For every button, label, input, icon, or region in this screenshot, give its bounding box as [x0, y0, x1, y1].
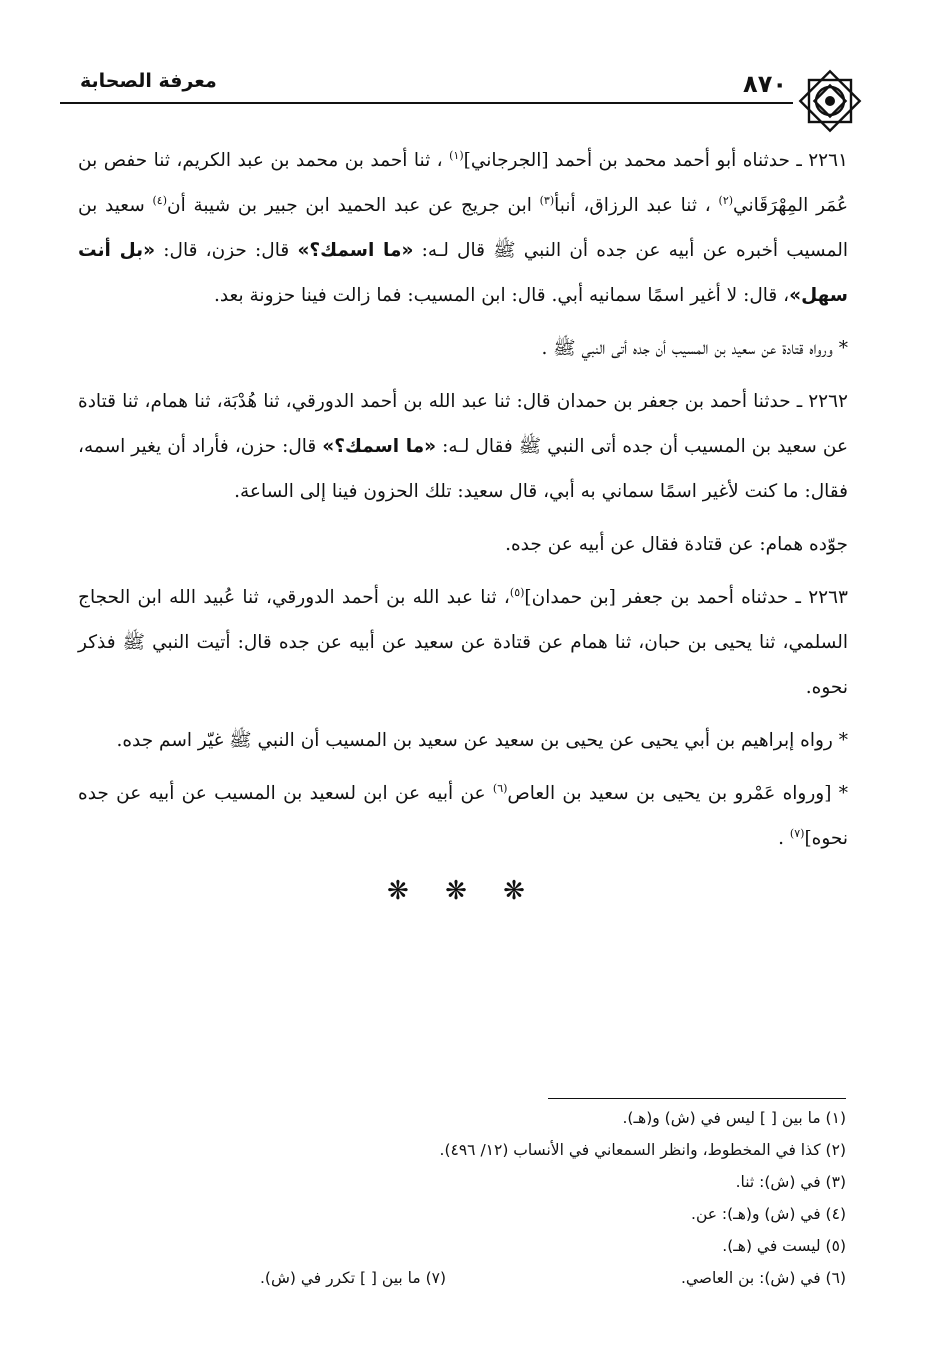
header-rule	[60, 102, 793, 104]
footnote-4: (٤) في (ش) و(هـ): عن.	[691, 1205, 846, 1223]
text-run: ابن جريج عن عبد الحميد ابن جبير بن شيبة أن	[167, 195, 540, 216]
text-run: ٢٢٦٣ ـ حدثناه أحمد بن جعفر [بن حمدان]	[524, 587, 848, 608]
page-header	[60, 60, 855, 134]
text-run: ، ثنا أحمد بن محمد بن عبد الكريم، ثنا حفص بن عُمَر المِهْرَقَاني	[78, 150, 849, 216]
text-run: * [ورواه عَمْرو بن يحيى بن سعيد بن العاص	[507, 783, 848, 804]
text-run: ٢٢٦١ ـ حدثناه أبو أحمد محمد بن أحمد [الجرجاني]	[463, 150, 848, 171]
text-run: ، ثنا عبد الرزاق، أنبأ	[554, 195, 719, 216]
footnote-ref-1: (١)	[449, 148, 464, 162]
bold-quote: «ما اسمك؟»	[322, 436, 437, 457]
footnote-6: (٦) في (ش): بن العاصي.	[680, 1269, 846, 1287]
footnote-5: (٥) ليست في (هـ).	[722, 1237, 846, 1255]
section-separator: ❋ ❋ ❋	[387, 876, 539, 906]
footnote-rule	[548, 1098, 846, 1099]
footnote-ref-6: (٦)	[492, 781, 508, 795]
footnote-7: (٧) ما بين [ ] تكرر في (ش).	[260, 1269, 447, 1287]
text-run: قال: حزن، فأراد أن يغير اسمه، فقال: ما كنت لأغير اسمًا سماني به أبي، قال سعيد: تلك الحزون فينا إلى الساعة.	[78, 436, 848, 502]
footnote-ref-4: (٤)	[152, 193, 167, 207]
jawwadahu-note: جوّده همام: عن قتادة فقال عن أبيه عن جده.	[505, 534, 848, 555]
riwaya-note-bracketed	[78, 771, 848, 861]
main-text	[78, 138, 848, 914]
riwaya-note: * رواه إبراهيم بن أبي يحيى عن يحيى بن سعيد عن سعيد بن المسيب أن النبي ﷺ غيّر اسم جده.	[116, 730, 848, 751]
footnote-ref-5: (٥)	[509, 585, 525, 599]
footnote-ref-2: (٢)	[718, 193, 734, 207]
bold-quote: «ما اسمك؟»	[297, 240, 414, 261]
text-run: سعيد بن المسيب أخبره عن أبيه عن جده أن النبي ﷺ قال لـه:	[78, 195, 848, 261]
text-run: .	[778, 828, 790, 849]
footnote-ref-7: (٧)	[789, 826, 805, 840]
page-number: ٨٧٠	[743, 70, 787, 98]
footnotes	[150, 1102, 846, 1294]
hadith-2262	[78, 379, 848, 514]
footnote-ref-3: (٣)	[539, 193, 555, 207]
text-run: عن أبيه عن ابن لسعيد بن المسيب عن أبيه عن جده نحوه]	[78, 783, 848, 849]
text-run: ٢٢٦٢ ـ حدثنا أحمد بن جعفر بن حمدان قال: ثنا عبد الله بن أحمد الدورقي، ثنا هُدْبَة، ثنا همام، ثنا قتادة عن سعيد بن المسيب أن جده أتى النبي ﷺ فقال لـه:	[78, 391, 848, 457]
text-run: ، ثنا عبد الله بن أحمد الدورقي، ثنا عُبيد الله ابن الحجاج السلمي، ثنا يحيى بن حبان، ثنا همام عن قتادة عن سعيد عن أبيه عن جده قال: أتيت النبي ﷺ فذكر نحوه.	[78, 587, 848, 698]
text-run: ، قال: لا أغير اسمًا سمانيه أبي. قال: ابن المسيب: فما زالت فينا حزونة بعد.	[213, 285, 790, 306]
running-title: معرفة الصحابة	[80, 70, 217, 92]
octagram-ornament-icon	[795, 66, 865, 136]
bold-quote: «بل أنت سهل»	[78, 240, 848, 306]
hadith-2263	[78, 575, 848, 710]
footnote-3: (٣) في (ش): ثنا.	[735, 1173, 846, 1191]
text-run: قال: حزن، قال:	[155, 240, 298, 261]
hadith-2261	[78, 138, 848, 318]
footnote-2: (٢) كذا في المخطوط، وانظر السمعاني في الأنساب (١٢/ ٤٩٦).	[439, 1141, 846, 1159]
footnote-1: (١) ما بين [ ] ليس في (ش) و(هـ).	[622, 1109, 846, 1127]
riwaya-note: * ورواه قتادة عن سعيد بن المسيب أن جده أتى النبي ﷺ .	[541, 338, 848, 359]
